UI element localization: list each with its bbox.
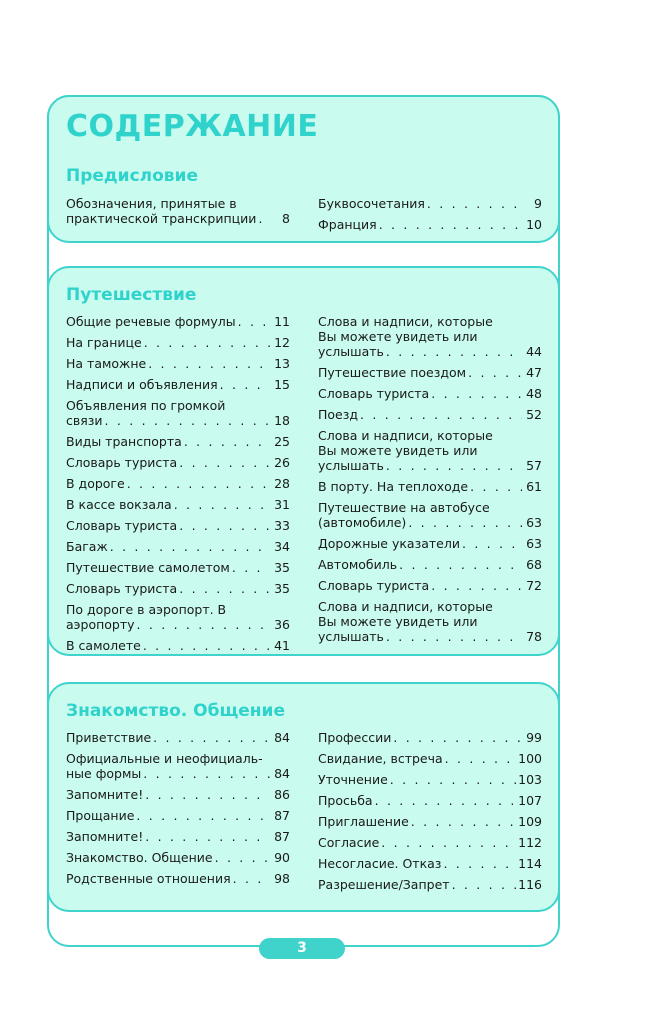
toc-entry[interactable] <box>66 196 290 226</box>
toc-entry-text: услышать <box>318 344 384 359</box>
dot-leader <box>390 772 516 787</box>
dot-leader <box>379 217 522 232</box>
dot-leader <box>143 638 270 653</box>
dot-leader <box>411 814 516 829</box>
toc-entry-text: Вы можете увидеть или <box>318 614 478 629</box>
toc-entry-page: 57 <box>526 458 542 473</box>
toc-entry-text: Вы можете увидеть или <box>318 329 478 344</box>
toc-entry-page: 107 <box>518 793 542 808</box>
toc-entry-text: практической транскрипции <box>66 211 257 226</box>
toc-entry-text: Словарь туриста <box>318 386 430 401</box>
toc-entry-text: (автомобиле) <box>318 515 407 530</box>
toc-entry-text: Слова и надписи, которые <box>318 428 493 443</box>
toc-entry-page: 26 <box>274 455 290 470</box>
toc-entry-text: Свидание, встреча <box>318 751 443 766</box>
dot-leader <box>386 629 522 644</box>
toc-entry[interactable] <box>66 518 290 533</box>
toc-entry[interactable] <box>66 314 290 329</box>
toc-entry-text: Несогласие. Отказ <box>318 856 442 871</box>
toc-entry-page: 28 <box>274 476 290 491</box>
toc-entry[interactable] <box>318 578 542 593</box>
toc-entry-page: 25 <box>274 434 290 449</box>
dot-leader <box>258 211 270 226</box>
toc-entry-text: Словарь туриста <box>66 518 178 533</box>
toc-entry-page: 33 <box>274 518 290 533</box>
toc-entry-text: Запомните! <box>66 787 144 802</box>
toc-entry[interactable] <box>318 314 542 359</box>
toc-entry-page: 68 <box>526 557 542 572</box>
dot-leader <box>452 877 517 892</box>
dot-leader <box>238 314 270 329</box>
toc-entry-page: 84 <box>274 766 290 781</box>
section-title-travel: Путешествие <box>66 285 197 305</box>
toc-entry-page: 63 <box>526 515 542 530</box>
toc-entry-text: Вы можете увидеть или <box>318 443 478 458</box>
dot-leader <box>393 730 522 745</box>
toc-entry-text: В дороге <box>66 476 125 491</box>
dot-leader <box>233 871 270 886</box>
toc-entry[interactable] <box>318 386 542 401</box>
toc-entry-text: По дороге в аэропорт. В <box>66 602 227 617</box>
dot-leader <box>386 344 522 359</box>
toc-entry-text: Профессии <box>318 730 392 745</box>
toc-entry-page: 84 <box>274 730 290 745</box>
toc-entry[interactable] <box>66 560 290 575</box>
toc-entry-text: Буквосочетания <box>318 196 425 211</box>
dot-leader <box>179 518 270 533</box>
toc-entry-page: 72 <box>526 578 542 593</box>
toc-entry[interactable] <box>318 557 542 572</box>
toc-column-right <box>318 196 542 238</box>
dot-leader <box>462 536 522 551</box>
toc-entry-page: 87 <box>274 808 290 823</box>
toc-entry-text: Приглашение <box>318 814 409 829</box>
dot-leader <box>143 766 270 781</box>
dot-leader <box>137 617 270 632</box>
dot-leader <box>105 413 270 428</box>
dot-leader <box>360 407 522 422</box>
toc-entry-text: Запомните! <box>66 829 144 844</box>
dot-leader <box>215 850 270 865</box>
toc-entry-text: ные формы <box>66 766 142 781</box>
toc-entry-text: Просьба <box>318 793 373 808</box>
toc-entry[interactable] <box>318 217 542 232</box>
toc-entry[interactable] <box>66 497 290 512</box>
toc-entry-page: 78 <box>526 629 542 644</box>
toc-entry-text: В порту. На теплоходе <box>318 479 469 494</box>
toc-entry-text: Согласие <box>318 835 380 850</box>
dot-leader <box>136 808 270 823</box>
toc-entry[interactable] <box>318 793 542 808</box>
toc-entry-page: 9 <box>534 196 542 211</box>
toc-entry[interactable] <box>318 599 542 644</box>
toc-entry-text: Общие речевые формулы <box>66 314 236 329</box>
toc-entry[interactable] <box>66 829 290 844</box>
toc-entry-text: Родственные отношения <box>66 871 231 886</box>
dot-leader <box>468 365 522 380</box>
toc-entry[interactable] <box>318 536 542 551</box>
toc-entry[interactable] <box>66 377 290 392</box>
toc-entry[interactable] <box>318 856 542 871</box>
toc-entry-page: 47 <box>526 365 542 380</box>
toc-entry[interactable] <box>318 196 542 211</box>
toc-entry-page: 48 <box>526 386 542 401</box>
toc-entry-text: Обозначения, принятые в <box>66 196 237 211</box>
toc-entry-text: Словарь туриста <box>66 581 178 596</box>
toc-entry-page: 87 <box>274 829 290 844</box>
section-title-meeting: Знакомство. Общение <box>66 701 285 721</box>
toc-entry-page: 61 <box>526 479 542 494</box>
dot-leader <box>232 560 270 575</box>
toc-entry-page: 116 <box>518 877 542 892</box>
toc-entry-text: На границе <box>66 335 142 350</box>
toc-entry[interactable] <box>66 602 290 632</box>
dot-leader <box>375 793 517 808</box>
toc-entry[interactable] <box>66 808 290 823</box>
toc-entry[interactable] <box>318 428 542 473</box>
toc-column-right <box>318 730 542 898</box>
toc-entry-text: Разрешение/Запрет <box>318 877 450 892</box>
toc-entry-page: 34 <box>274 539 290 554</box>
toc-entry-page: 12 <box>274 335 290 350</box>
dot-leader <box>184 434 270 449</box>
toc-entry[interactable] <box>66 455 290 470</box>
toc-entry-page: 109 <box>518 814 542 829</box>
toc-entry-text: Словарь туриста <box>318 578 430 593</box>
section-preface <box>47 95 560 243</box>
toc-entry[interactable] <box>66 850 290 865</box>
dot-leader <box>144 335 270 350</box>
toc-column-left <box>66 196 290 232</box>
toc-entry[interactable] <box>318 500 542 530</box>
toc-entry-page: 31 <box>274 497 290 512</box>
toc-entry[interactable] <box>66 539 290 554</box>
dot-leader <box>431 578 522 593</box>
toc-entry-page: 15 <box>274 377 290 392</box>
toc-entry-text: Багаж <box>66 539 108 554</box>
toc-entry[interactable] <box>318 730 542 745</box>
dot-leader <box>386 458 522 473</box>
toc-entry-text: Путешествие самолетом <box>66 560 230 575</box>
toc-entry-text: Словарь туриста <box>66 455 178 470</box>
toc-entry[interactable] <box>318 814 542 829</box>
toc-entry-text: Прощание <box>66 808 135 823</box>
toc-entry-text: Слова и надписи, которые <box>318 314 493 329</box>
toc-entry-text: Путешествие на автобусе <box>318 500 490 515</box>
dot-leader <box>148 356 270 371</box>
toc-entry-text: Знакомство. Общение <box>66 850 213 865</box>
dot-leader <box>174 497 270 512</box>
dot-leader <box>110 539 270 554</box>
toc-entry[interactable] <box>66 434 290 449</box>
toc-entry-page: 36 <box>274 617 290 632</box>
dot-leader <box>145 787 270 802</box>
toc-entry-text: услышать <box>318 458 384 473</box>
toc-entry-page: 35 <box>274 560 290 575</box>
toc-entry-text: Приветствие <box>66 730 152 745</box>
section-meeting <box>47 682 560 912</box>
toc-entry-page: 114 <box>518 856 542 871</box>
toc-entry-page: 112 <box>518 835 542 850</box>
toc-entry-text: аэропорту <box>66 617 135 632</box>
toc-entry[interactable] <box>318 407 542 422</box>
toc-entry[interactable] <box>66 398 290 428</box>
toc-entry[interactable] <box>66 476 290 491</box>
toc-entry-page: 18 <box>274 413 290 428</box>
toc-entry-page: 63 <box>526 536 542 551</box>
toc-entry-text: Поезд <box>318 407 359 422</box>
toc-entry[interactable] <box>66 356 290 371</box>
toc-entry-page: 13 <box>274 356 290 371</box>
page-number: 3 <box>259 938 345 959</box>
toc-entry-page: 41 <box>274 638 290 653</box>
toc-entry-text: Объявления по громкой <box>66 398 226 413</box>
toc-entry[interactable] <box>318 751 542 766</box>
toc-entry[interactable] <box>318 365 542 380</box>
toc-entry[interactable] <box>66 638 290 653</box>
toc-entry-text: Слова и надписи, которые <box>318 599 493 614</box>
toc-entry-text: В самолете <box>66 638 141 653</box>
toc-entry[interactable] <box>318 835 542 850</box>
toc-entry-page: 10 <box>526 217 542 232</box>
toc-entry[interactable] <box>66 871 290 886</box>
toc-entry-text: На таможне <box>66 356 147 371</box>
dot-leader <box>220 377 270 392</box>
toc-entry-text: Уточнение <box>318 772 388 787</box>
dot-leader <box>445 751 516 766</box>
dot-leader <box>153 730 270 745</box>
toc-entry-page: 98 <box>274 871 290 886</box>
toc-entry-page: 86 <box>274 787 290 802</box>
page-title: СОДЕРЖАНИЕ <box>66 109 319 144</box>
section-travel <box>47 266 560 656</box>
dot-leader <box>431 386 522 401</box>
toc-entry-page: 100 <box>518 751 542 766</box>
toc-column-left <box>66 314 290 659</box>
toc-entry-text: В кассе вокзала <box>66 497 172 512</box>
toc-entry[interactable] <box>66 335 290 350</box>
toc-entry[interactable] <box>318 479 542 494</box>
toc-entry-text: связи <box>66 413 103 428</box>
toc-entry-text: Дорожные указатели <box>318 536 460 551</box>
dot-leader <box>408 515 522 530</box>
dot-leader <box>381 835 516 850</box>
toc-entry-page: 52 <box>526 407 542 422</box>
toc-entry-text: Виды транспорта <box>66 434 182 449</box>
dot-leader <box>145 829 270 844</box>
toc-entry-text: Официальные и неофициаль- <box>66 751 263 766</box>
dot-leader <box>127 476 270 491</box>
dot-leader <box>179 581 270 596</box>
toc-entry-text: Франция <box>318 217 377 232</box>
dot-leader <box>470 479 522 494</box>
dot-leader <box>179 455 270 470</box>
toc-column-right <box>318 314 542 650</box>
toc-entry-page: 11 <box>274 314 290 329</box>
toc-entry-text: Автомобиль <box>318 557 398 572</box>
toc-entry-page: 103 <box>518 772 542 787</box>
dot-leader <box>443 856 516 871</box>
toc-entry[interactable] <box>318 877 542 892</box>
toc-entry-page: 8 <box>282 211 290 226</box>
dot-leader <box>427 196 522 211</box>
toc-entry[interactable] <box>66 787 290 802</box>
toc-entry[interactable] <box>66 581 290 596</box>
toc-entry-page: 44 <box>526 344 542 359</box>
dot-leader <box>399 557 522 572</box>
toc-entry[interactable] <box>318 772 542 787</box>
toc-entry-text: Надписи и объявления <box>66 377 218 392</box>
toc-column-left <box>66 730 290 892</box>
toc-entry-page: 35 <box>274 581 290 596</box>
toc-entry[interactable] <box>66 751 290 781</box>
toc-entry-page: 90 <box>274 850 290 865</box>
toc-entry-page: 99 <box>526 730 542 745</box>
section-title-preface: Предисловие <box>66 166 198 186</box>
toc-entry-text: услышать <box>318 629 384 644</box>
toc-entry[interactable] <box>66 730 290 745</box>
toc-entry-text: Путешествие поездом <box>318 365 467 380</box>
